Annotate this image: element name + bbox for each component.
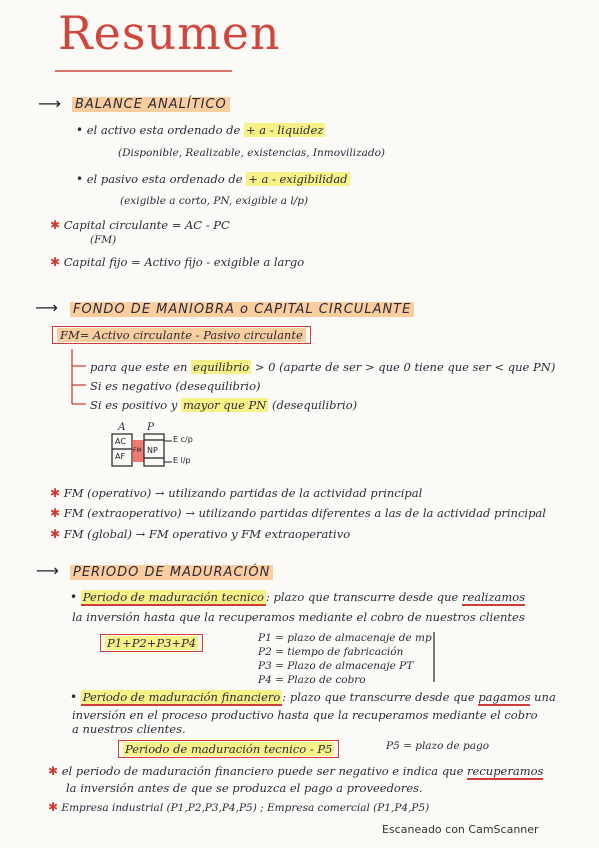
scanner-watermark: Escaneado con CamScanner [382, 823, 539, 836]
section-arrow-icon: ⟶ [38, 94, 61, 113]
periodo-note-1b: la inversión antes de que se produzca el pago a proveedores. [66, 781, 423, 795]
section-heading-periodo: PERIODO DE MADURACIÓN [70, 565, 273, 580]
diagram-ecp: E c/p [173, 435, 193, 444]
section-heading-fondo: FONDO DE MANIOBRA o CAPITAL CIRCULANTE [70, 302, 414, 317]
periodo-tecnico-line: • Periodo de maduración tecnico : plazo que transcurre desde que realizamos [70, 590, 526, 604]
p4-line: P4 = Plazo de cobro [258, 674, 366, 686]
periodo-tecnico-line-2: la inversión hasta que la recuperamos mediante el cobro de nuestros clientes [72, 610, 525, 624]
balance-activo-detail: (Disponible, Realizable, existencias, Inmovilizado) [118, 147, 386, 159]
p1-line: P1 = plazo de almacenaje de mp [258, 632, 432, 644]
periodo-financiero-line-3: a nuestros clientes. [72, 722, 186, 736]
diagram-a-label: A [118, 421, 126, 433]
periodo-formula-box: P1+P2+P3+P4 [100, 634, 203, 652]
fm-label: (FM) [90, 234, 117, 246]
diagram-p-label: P [147, 421, 155, 433]
diagram-fm: FM [133, 447, 142, 454]
balance-pasivo-detail: (exigible a corto, PN, exigible a l/p) [120, 195, 309, 207]
p3-line: P3 = Plazo de almacenaje PT [258, 660, 414, 672]
fm-operativo-line: ✱ FM (operativo) → utilizando partidas de la actividad principal [50, 486, 423, 500]
fm-formula-box: FM= Activo circulante - Pasivo circulante [52, 326, 311, 344]
periodo-financiero-line-2: inversión en el proceso productivo hasta que la recuperamos mediante el cobro [72, 708, 538, 722]
fm-equilibrio-line: para que este en equilibrio > 0 (aparte de ser > que 0 tiene que ser < que PN) [90, 360, 556, 374]
periodo-formula-2-box: Periodo de maduración tecnico - P5 [118, 740, 339, 758]
diagram-ac: AC [115, 437, 126, 446]
section-arrow-icon: ⟶ [36, 561, 59, 580]
fm-extraoperativo-line: ✱ FM (extraoperativo) → utilizando partidas diferentes a las de la actividad principal [50, 506, 546, 520]
capital-fijo-line: ✱ Capital fijo = Activo fijo - exigible a largo [50, 255, 305, 269]
balance-activo-line: • el activo esta ordenado de + a - liquidez [76, 123, 324, 137]
fm-negativo-line: Si es negativo (desequilibrio) [90, 379, 261, 393]
section-heading-balance: BALANCE ANALÍTICO [72, 97, 230, 112]
periodo-financiero-line: • Periodo de maduración financiero : plazo que transcurre desde que pagamos una [70, 690, 556, 704]
fm-positivo-line: Si es positivo y mayor que PN (desequilibrio) [90, 398, 358, 412]
periodo-note-2: ✱ Empresa industrial (P1,P2,P3,P4,P5) ; Empresa comercial (P1,P4,P5) [48, 800, 430, 814]
periodo-note-1: ✱ el periodo de maduración financiero puede ser negativo e indica que recuperamos [48, 764, 544, 778]
diagram-elp: E l/p [173, 456, 191, 465]
p2-line: P2 = tiempo de fabricación [258, 646, 404, 658]
section-arrow-icon: ⟶ [35, 298, 58, 317]
p5-line: P5 = plazo de pago [386, 740, 490, 752]
page-title: Resumen [58, 6, 281, 60]
diagram-np: NP [147, 446, 158, 455]
capital-circulante-line: ✱ Capital circulante = AC - PC [50, 218, 230, 232]
diagram-af: AF [115, 452, 126, 461]
balance-pasivo-line: • el pasivo esta ordenado de + a - exigibilidad [76, 172, 348, 186]
fm-global-line: ✱ FM (global) → FM operativo y FM extraoperativo [50, 527, 351, 541]
